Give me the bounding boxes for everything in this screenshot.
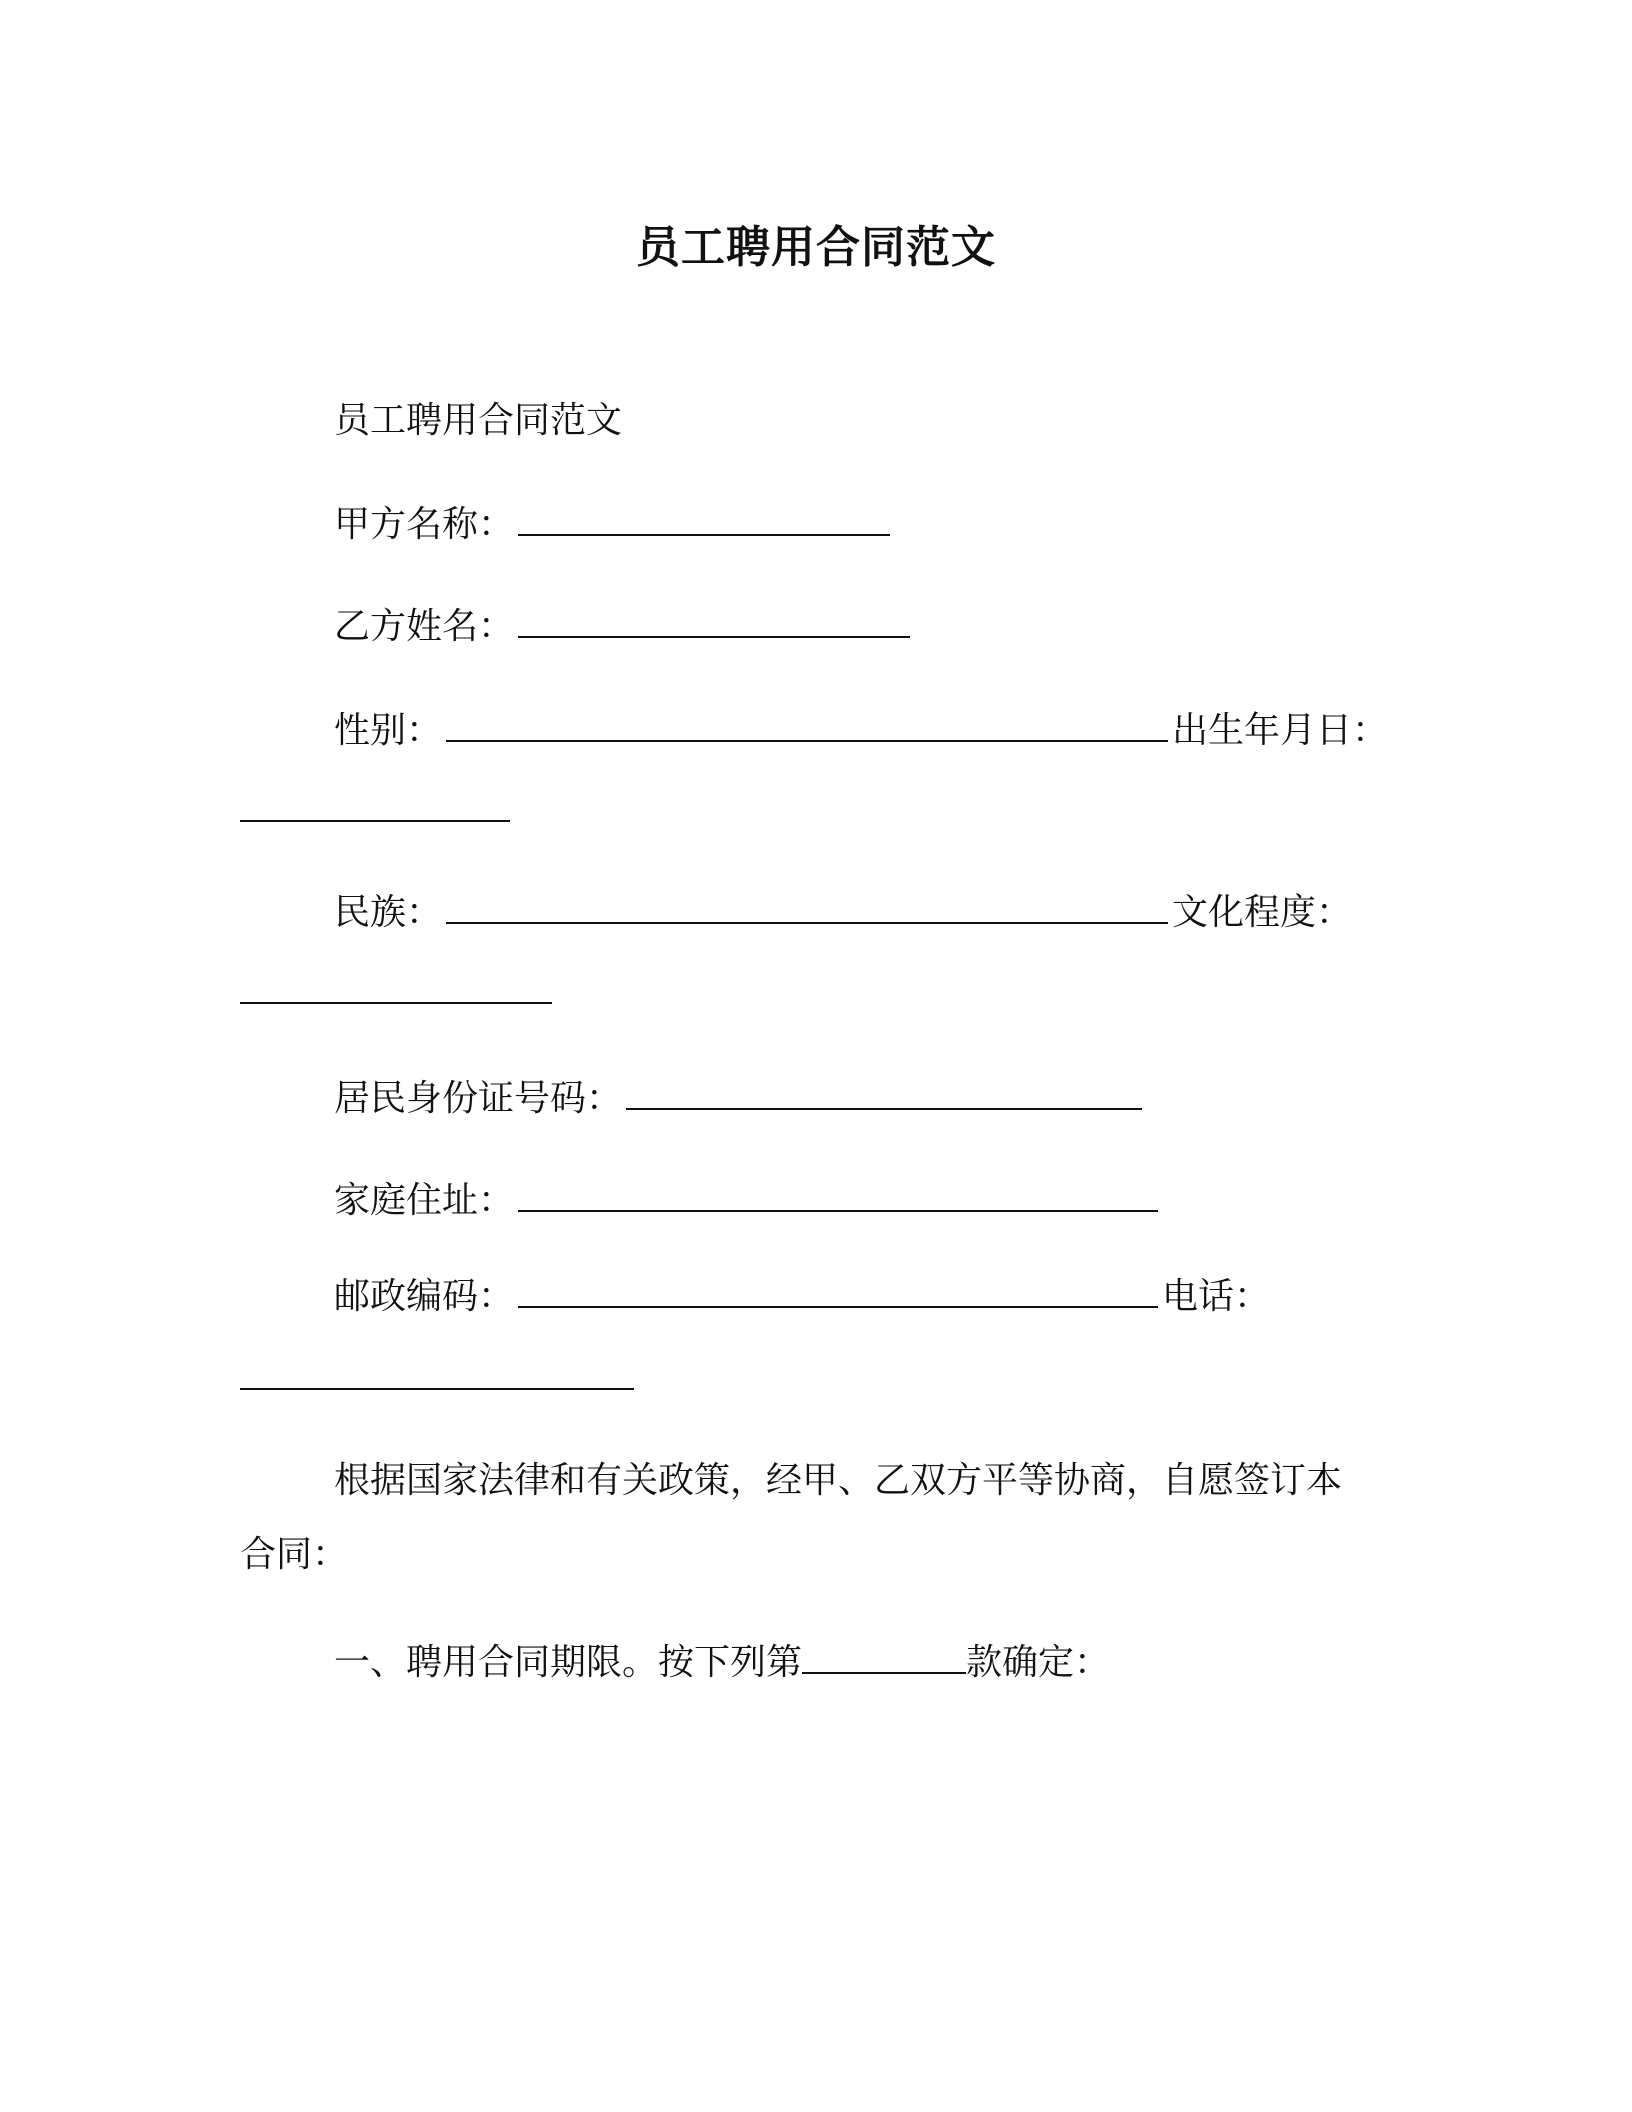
gender-row [334,704,1388,756]
phone-blank [240,1352,634,1390]
party-a-name-blank [518,498,890,536]
ethnicity-blank [446,886,1168,924]
birthdate-label: 出生年月日： [1172,710,1389,751]
gender-label: 性别： [334,710,443,751]
party-a-name-row [334,498,894,550]
postal-code-label: 邮政编码： [334,1276,515,1317]
document-subtitle: 员工聘用合同范文 [334,400,623,441]
preamble-line-2: 合同： [240,1534,349,1575]
phone-label: 电话： [1162,1276,1271,1317]
ethnicity-label: 民族： [334,892,443,933]
postal-code-blank [518,1270,1158,1308]
education-blank [240,966,552,1004]
home-address-blank [518,1174,1158,1212]
clause-1 [334,1636,1110,1688]
ethnicity-row [334,886,1352,938]
party-b-name-row [334,600,914,652]
preamble-line-1: 根据国家法律和有关政策，经甲、乙双方平等协商，自愿签订本 [334,1460,1343,1501]
home-address-label: 家庭住址： [334,1180,515,1221]
id-number-row [334,1072,1146,1124]
clause-1-prefix: 一、聘用合同期限。按下列第 [334,1642,803,1683]
home-address-row [334,1174,1162,1226]
postal-code-row [334,1270,1270,1322]
party-b-name-blank [518,600,910,638]
party-b-name-label: 乙方姓名： [334,606,515,647]
party-a-name-label: 甲方名称： [334,504,515,545]
document-title: 员工聘用合同范文 [636,222,996,273]
birthdate-blank [240,784,510,822]
education-row [240,966,552,1018]
clause-1-blank [802,1636,966,1674]
birthdate-row [240,784,510,836]
id-number-label: 居民身份证号码： [334,1078,623,1119]
id-number-blank [626,1072,1142,1110]
phone-row [240,1352,634,1404]
gender-blank [446,704,1168,742]
education-label: 文化程度： [1172,892,1353,933]
clause-1-suffix: 款确定： [966,1642,1111,1683]
